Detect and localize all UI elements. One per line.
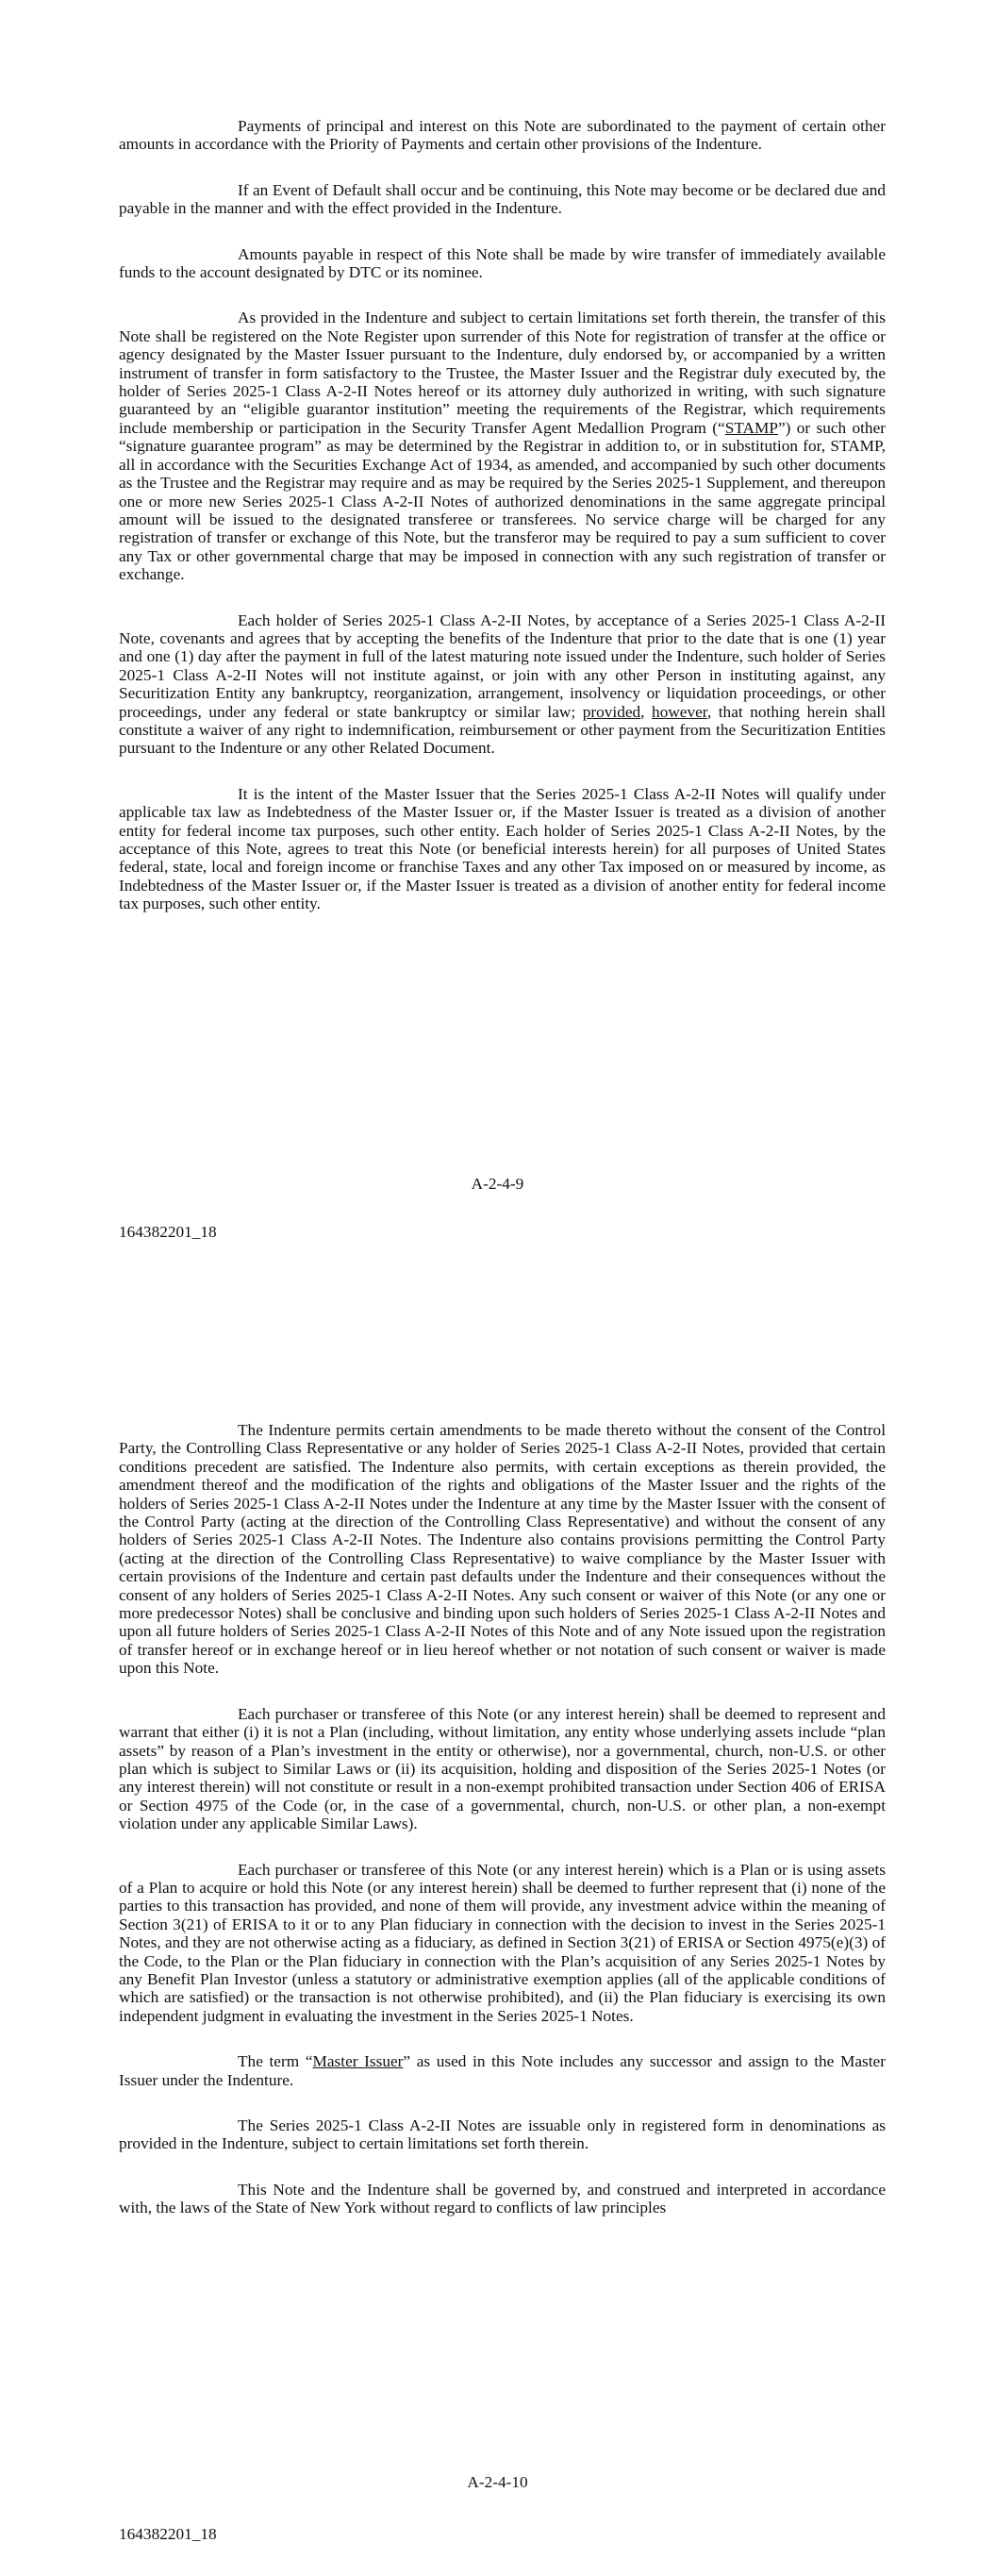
paragraph-plan-fiduciary: Each purchaser or transferee of this Note (or any interest herein) which is a Plan or is using assets of a Plan to acquire or hold this Note (or any interest herein) shall be deemed to further represent that (i) none of the parties to this transaction has provided, and none of them will provide, any investment advice within the meaning of Section 3(21) of ERISA to it or to any Plan fiduciary in connection with the decision to invest in the Series 2025-1 Notes, and they are not otherwise acting as a fiduciary, as defined in Section 3(21) of ERISA or Section 4975(e)(3) of the Code, to the Plan or the Plan fiduciary in connection with the Plan’s acquisition of any Series 2025-1 Notes by any Benefit Plan Investor (unless a statutory or administrative exemption applies (all of the applicable conditions of which are satisfied) or the transaction is not otherwise prohibited), and (ii) the Plan fiduciary is exercising its own independent judgment in evaluating the investment in the Series 2025-1 Notes. (119, 1860, 886, 2025)
document-id: 164382201_18 (119, 2525, 217, 2543)
paragraph-transfer-registration: As provided in the Indenture and subject to certain limitations set forth therein, the transfer of this Note shall be registered on the Note Register upon surrender of this Note for registration of transfer at the office or agency designated by the Master Issuer pursuant to the Indenture, duly endorsed by, or accompanied by a written instrument of transfer in form satisfactory to the Trustee, the Master Issuer and the Registrar duly executed by, the holder of Series 2025-1 Class A-2-II Notes hereof or its attorney duly authorized in writing, with such signature guaranteed by an “eligible guarantor institution” meeting the requirements of the Registrar, which requirements include membership or participation in the Security Transfer Agent Medallion Program (“STAMP”) or such other “signature guarantee program” as may be determined by the Registrar in addition to, or in substitution for, STAMP, all in accordance with the Securities Exchange Act of 1934, as amended, and accompanied by such other documents as the Trustee and the Registrar may require and as may be required by the Series 2025-1 Supplement, and thereupon one or more new Series 2025-1 Class A-2-II Notes of authorized denominations in the same aggregate principal amount will be issued to the designated transferee or transferees. No service charge will be charged for any registration of transfer or exchange of this Note, but the transferor may be required to pay a sum sufficient to cover any Tax or other governmental charge that may be imposed in connection with any such registration of transfer or exchange. (119, 309, 887, 584)
page-body (119, 1421, 886, 2245)
paragraph-amendments: The Indenture permits certain amendments to be made thereto without the consent of the Control Party, the Controlling Class Representative or any holder of Series 2025-1 Class A-2-II Notes, provided that certain conditions precedent are satisfied. The Indenture also permits, with certain exceptions as therein provided, the amendment thereof and the modification of the rights and obligations of the Master Issuer and the rights of the holders of Series 2025-1 Class A-2-II Notes under the Indenture at any time by the Master Issuer with the consent of the Control Party (acting at the direction of the Controlling Class Representative) and without the consent of any holders of Series 2025-1 Class A-2-II Notes. The Indenture also contains provisions permitting the Control Party (acting at the direction of the Controlling Class Representative) to waive compliance by the Master Issuer with certain provisions of the Indenture and certain past defaults under the Indenture and their consequences without the consent of any holders of Series 2025-1 Class A-2-II Notes. Any such consent or waiver of this Note (or any one or more predecessor Notes) shall be conclusive and binding upon such holders of Series 2025-1 Class A-2-II Notes and upon all future holders of Series 2025-1 Class A-2-II Notes of this Note and of any Note issued upon the registration of transfer hereof or in exchange hereof or in lieu hereof whether or not notation of such consent or waiver is made upon this Note. (119, 1421, 886, 1678)
underlined-term: provided (582, 702, 641, 721)
page-number: A-2-4-9 (471, 1175, 524, 1193)
paragraph-event-of-default: If an Event of Default shall occur and be continuing, this Note may become or be declared due and payable in the manner and with the effect provided in the Indenture. (119, 180, 886, 218)
paragraph-governing-law: This Note and the Indenture shall be governed by, and construed and interpreted in accordance with, the laws of the State of New York without regard to conflicts of law principles (119, 2180, 886, 2217)
paragraph-tax-treatment: It is the intent of the Master Issuer that the Series 2025-1 Class A-2-II Notes will qualify under applicable tax law as Indebtedness of the Master Issuer or, if the Master Issuer is treated as a division of another entity for federal income tax purposes, such other entity. Each holder of Series 2025-1 Class A-2-II Notes, by the acceptance of this Note, agrees to treat this Note (or beneficial interests herein) for all purposes of United States federal, state, local and foreign income or franchise Taxes and any other Tax imposed on or measured by income, as Indebtedness of the Master Issuer or, if the Master Issuer is treated as a division of another entity for federal income tax purposes, such other entity. (119, 784, 886, 913)
paragraph-non-petition: Each holder of Series 2025-1 Class A-2-II Notes, by acceptance of a Series 2025-1 Class A-2-II Note, covenants and agrees that by accepting the benefits of the Indenture that prior to the date that is one (1) year and one (1) day after the payment in full of the latest maturing note issued under the Indenture, such holder of Series 2025-1 Class A-2-II Notes will not institute against, or join with any other Person in instituting against, any Securitization Entity any bankruptcy, reorganization, arrangement, insolvency or liquidation proceedings, or other proceedings, under any federal or state bankruptcy or similar law; provided, however, that nothing herein shall constitute a waiver of any right to indemnification, reimbursement or other payment from the Securitization Entities pursuant to the Indenture or any other Related Document. (119, 611, 886, 758)
paragraph-registered-form: The Series 2025-1 Class A-2-II Notes are issuable only in registered form in denominations as provided in the Indenture, subject to certain limitations set forth therein. (119, 2116, 886, 2153)
paragraph-subordination: Payments of principal and interest on this Note are subordinated to the payment of certain other amounts in accordance with the Priority of Payments and certain other provisions of the Indenture. (119, 117, 886, 154)
underlined-term: however (652, 702, 707, 721)
underlined-term: STAMP (724, 418, 778, 437)
document-id: 164382201_18 (119, 1223, 217, 1241)
page-number: A-2-4-10 (467, 2473, 528, 2491)
document-page-2 (0, 1368, 995, 2576)
paragraph-wire-transfer: Amounts payable in respect of this Note shall be made by wire transfer of immediately available funds to the account designated by DTC or its nominee. (119, 244, 886, 282)
paragraph-master-issuer-term: The term “Master Issuer” as used in this Note includes any successor and assign to the Master Issuer under the Indenture. (119, 2052, 886, 2089)
paragraph-erisa-representation: Each purchaser or transferee of this Note (or any interest herein) shall be deemed to represent and warrant that either (i) it is not a Plan (including, without limitation, any entity whose underlying assets include “plan assets” by reason of a Plan’s investment in the entity or otherwise), nor a governmental, church, non-U.S. or other plan which is subject to Similar Laws or (ii) its acquisition, holding and disposition of the Series 2025-1 Notes (or any interest therein) will not constitute or result in a non-exempt prohibited transaction under Section 406 of ERISA or Section 4975 of the Code (or, in the case of a governmental, church, non-U.S. or other plan, a non-exempt violation under any applicable Similar Laws). (119, 1704, 886, 1833)
page-body (119, 117, 886, 941)
underlined-term: Master Issuer (312, 2052, 404, 2071)
